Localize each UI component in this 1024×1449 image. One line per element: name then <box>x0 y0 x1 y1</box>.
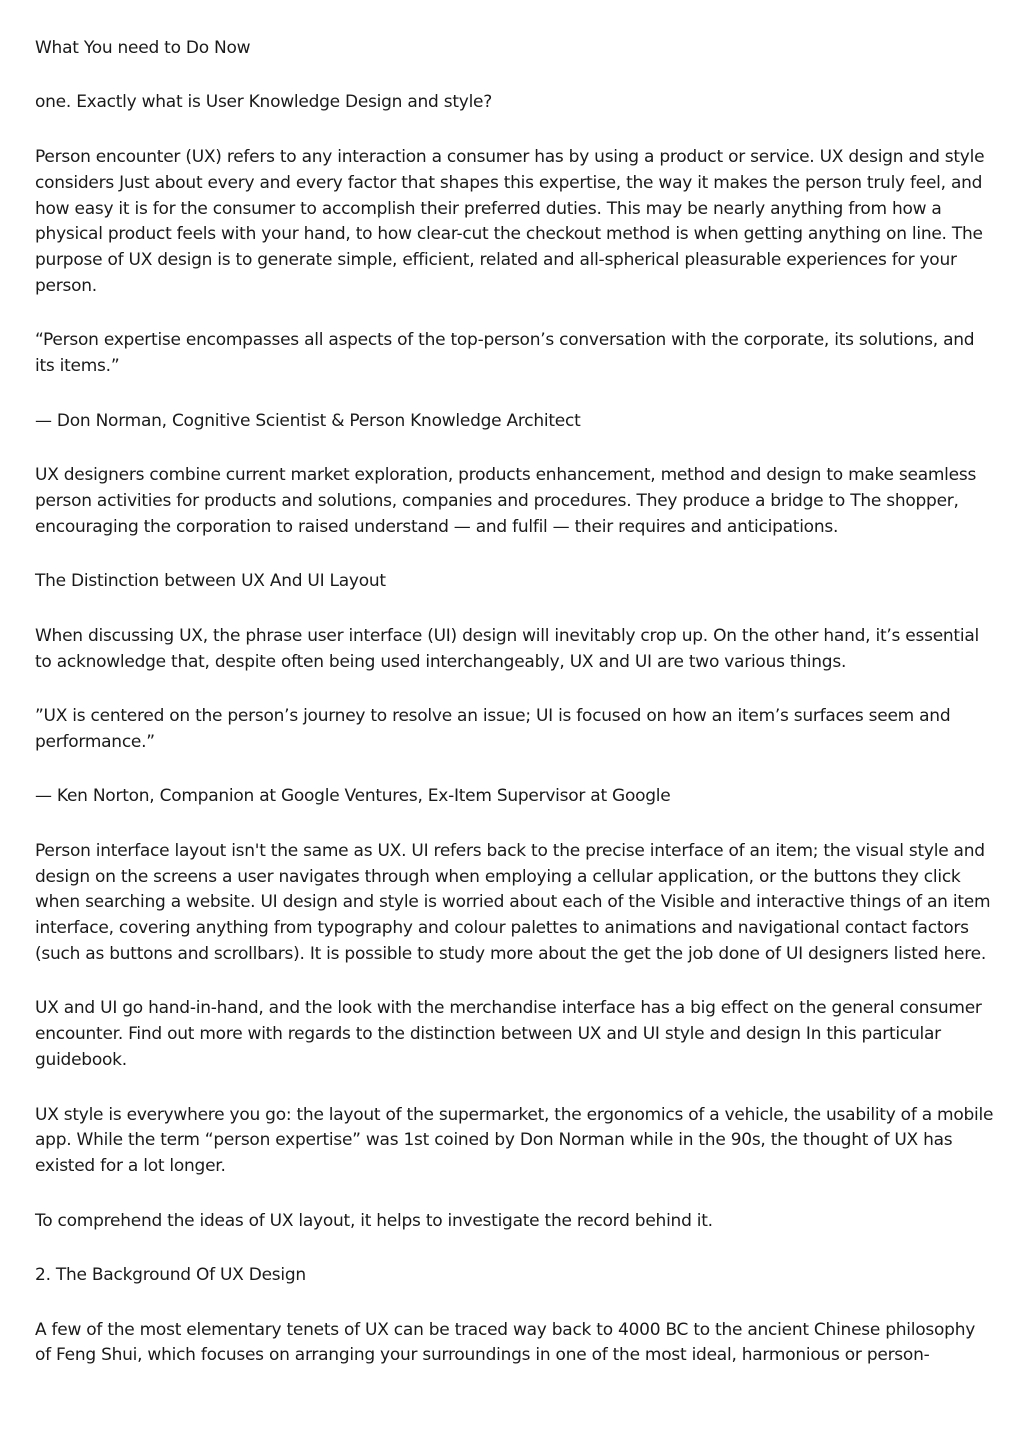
heading-what-to-do: What You need to Do Now <box>35 38 251 58</box>
paragraph-ux-history-intro: To comprehend the ideas of UX layout, it helps to investigate the record behind it. <box>35 1210 713 1231</box>
paragraph-ux-ui-hand-in-hand: UX and UI go hand-in-hand, and the look with the merchandise interface has a big effect on the general consumer encounter. Find out more with regards to the distinction between UX and UI style and design In this particular guidebook. <box>35 998 982 1071</box>
paragraph-ux-designers: UX designers combine current market exploration, products enhancement, method and design to make seamless person activities for products and solutions, companies and procedures. They produce a bridge to The shopper, encouraging the corporation to raised understand — and fulfil — their requires and anticipations. <box>35 465 977 537</box>
quote-don-norman: “Person expertise encompasses all aspects of the top-person’s conversation with the corporate, its solutions, and its items.” <box>35 330 975 377</box>
paragraph-ux-everywhere: UX style is everywhere you go: the layout of the supermarket, the ergonomics of a vehicle, the usability of a mobile app. While the term “person expertise” was 1st coined by Don Norman while in the 90s, the thought of UX has existed for a lot longer. <box>35 1104 994 1177</box>
paragraph-ui-design: Person interface layout isn't the same as UX. UI refers back to the precise interface of an item; the visual style and design on the screens a user navigates through when employing a cellular application, or the buttons they click when searching a website. UI design and style is worried about each of the Visible and interactive things of an item interface, covering anything from typography and colour palettes to animations and navigational contact factors (such as buttons and scrollbars). It is possible to study more about the get the job done of UI designers listed here. <box>35 840 991 964</box>
paragraph-ux-ui-discussion: When discussing UX, the phrase user interface (UI) design will inevitably crop up. On the other hand, it’s essential to acknowledge that, despite often being used interchangeably, UX and UI are two various things. <box>35 625 979 672</box>
section-heading-ux-background: 2. The Background Of UX Design <box>35 1265 306 1286</box>
paragraph-feng-shui: A few of the most elementary tenets of UX can be traced way back to 4000 BC to the ancient Chinese philosophy of Feng Shui, which focuses on arranging your surroundings in one of the most ideal, harmonious or person- <box>35 1319 976 1366</box>
document-body <box>35 36 995 1398</box>
section-heading-what-is-ux: one. Exactly what is User Knowledge Design and style? <box>35 92 493 113</box>
quote-ken-norton: ”UX is centered on the person’s journey to resolve an issue; UI is focused on how an item’s surfaces seem and performance.” <box>35 706 951 752</box>
paragraph-ux-definition: Person encounter (UX) refers to any interaction a consumer has by using a product or service. UX design and style considers Just about every and every factor that shapes this expertise, the way it makes the person truly feel, and how easy it is for the consumer to accomplish their preferred duties. This may be nearly anything from how a physical product feels with your hand, to how clear-cut the checkout method is when getting anything on line. The purpose of UX design is to generate simple, efficient, related and all-spherical pleasurable experiences for your person. <box>35 146 985 296</box>
quote-attribution-don-norman: — Don Norman, Cognitive Scientist & Person Knowledge Architect <box>35 410 581 431</box>
section-heading-ux-vs-ui: The Distinction between UX And UI Layout <box>35 571 386 592</box>
quote-attribution-ken-norton: — Ken Norton, Companion at Google Ventures, Ex-Item Supervisor at Google <box>35 786 671 807</box>
